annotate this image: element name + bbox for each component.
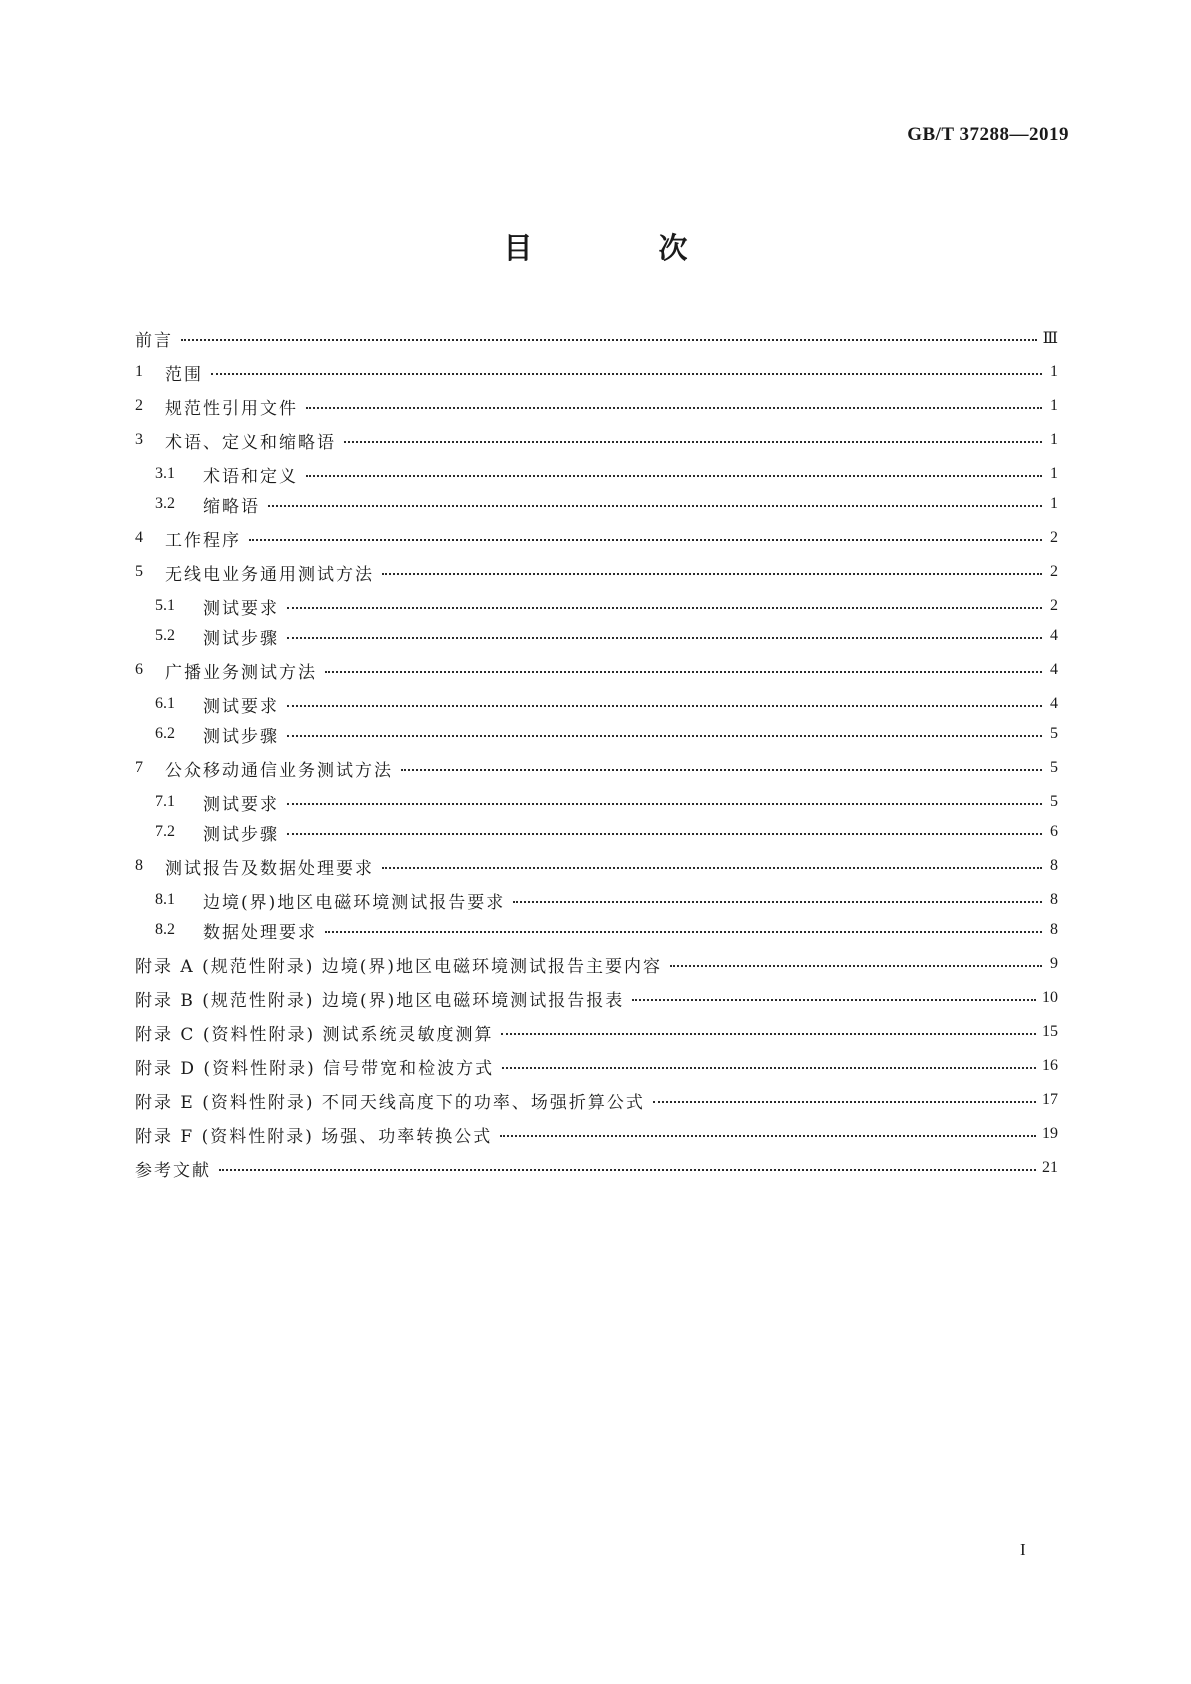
dot-leader	[219, 1169, 1036, 1171]
dot-leader	[670, 965, 1042, 967]
toc-entry-label: 规范性引用文件	[165, 398, 298, 419]
toc-entry-label: 广播业务测试方法	[165, 662, 317, 683]
toc-entry-page: 4	[1050, 661, 1058, 678]
dot-leader	[306, 407, 1042, 409]
toc-entry[interactable]	[135, 392, 1058, 420]
toc-entry[interactable]	[135, 524, 1058, 552]
toc-entry-page: 19	[1042, 1125, 1058, 1142]
toc-entry-number: 8.1	[155, 891, 175, 908]
dot-leader	[500, 1135, 1036, 1137]
toc-entry-label: 附录 E (资料性附录) 不同天线高度下的功率、场强折算公式	[135, 1092, 645, 1113]
dot-leader	[211, 373, 1042, 375]
dot-leader	[401, 769, 1042, 771]
toc-entry-label: 附录 F (资料性附录) 场强、功率转换公式	[135, 1126, 493, 1147]
toc-entry-page: 4	[1050, 695, 1058, 712]
toc-entry-page: 8	[1050, 857, 1058, 874]
toc-entry[interactable]	[155, 460, 1058, 488]
toc-entry-page: 2	[1050, 563, 1058, 580]
toc-entry-label: 无线电业务通用测试方法	[165, 564, 374, 585]
toc-entry[interactable]	[135, 852, 1058, 880]
toc-entry-label: 工作程序	[165, 530, 241, 551]
dot-leader	[382, 573, 1042, 575]
toc-entry[interactable]	[155, 690, 1058, 718]
dot-leader	[287, 833, 1042, 835]
toc-entry-label: 附录 D (资料性附录) 信号带宽和检波方式	[135, 1058, 495, 1079]
toc-entry[interactable]	[155, 788, 1058, 816]
toc-entry[interactable]	[155, 886, 1058, 914]
toc-entry-page: 1	[1050, 397, 1058, 414]
toc-entry-number: 7.2	[155, 823, 175, 840]
toc-entry-label: 测试步骤	[203, 824, 279, 845]
toc-entry-page: Ⅲ	[1042, 330, 1058, 347]
toc-entry-label: 公众移动通信业务测试方法	[165, 760, 393, 781]
toc-entry-label: 测试要求	[203, 696, 279, 717]
toc-entry-number: 6.2	[155, 725, 175, 742]
toc-entry-page: 6	[1050, 823, 1058, 840]
page-title: 目 次	[503, 231, 746, 265]
toc-entry-page: 2	[1050, 529, 1058, 546]
toc-entry-label: 边境(界)地区电磁环境测试报告要求	[203, 892, 506, 913]
toc-entry-label: 范围	[165, 364, 203, 385]
toc-entry-page: 5	[1050, 759, 1058, 776]
toc-entry-label: 附录 B (规范性附录) 边境(界)地区电磁环境测试报告报表	[135, 990, 625, 1011]
toc-entry[interactable]	[155, 592, 1058, 620]
toc-entry-label: 参考文献	[135, 1160, 211, 1181]
standard-code: GB/T 37288—2019	[907, 124, 1069, 145]
toc-entry[interactable]	[135, 984, 1058, 1012]
toc-entry[interactable]	[155, 622, 1058, 650]
toc-entry[interactable]	[135, 558, 1058, 586]
dot-leader	[287, 735, 1042, 737]
toc-entry-label: 测试要求	[203, 598, 279, 619]
page-number: I	[1020, 1540, 1026, 1559]
toc-entry-number: 7.1	[155, 793, 175, 810]
toc-entry-number: 6	[135, 661, 143, 678]
toc-entry[interactable]	[155, 490, 1058, 518]
toc-entry[interactable]	[135, 950, 1058, 978]
toc-entry-page: 1	[1050, 431, 1058, 448]
toc-entry-number: 5	[135, 563, 143, 580]
dot-leader	[306, 475, 1042, 477]
dot-leader	[325, 931, 1042, 933]
toc-entry-page: 16	[1042, 1057, 1058, 1074]
toc-entry-number: 3.2	[155, 495, 175, 512]
toc-entry-page: 1	[1050, 363, 1058, 380]
toc-entry[interactable]	[135, 1154, 1058, 1182]
dot-leader	[513, 901, 1042, 903]
toc-entry[interactable]	[135, 1052, 1058, 1080]
toc-entry[interactable]	[135, 656, 1058, 684]
toc-entry-page: 1	[1050, 495, 1058, 512]
dot-leader	[287, 803, 1042, 805]
toc-entry-page: 5	[1050, 725, 1058, 742]
dot-leader	[653, 1101, 1036, 1103]
toc-entry-label: 测试步骤	[203, 628, 279, 649]
toc-entry-number: 8.2	[155, 921, 175, 938]
toc-entry-number: 3.1	[155, 465, 175, 482]
dot-leader	[181, 339, 1037, 341]
toc-entry[interactable]	[135, 1086, 1058, 1114]
dot-leader	[501, 1033, 1036, 1035]
toc-entry[interactable]	[155, 818, 1058, 846]
dot-leader	[632, 999, 1036, 1001]
dot-leader	[382, 867, 1042, 869]
toc-entry-page: 21	[1042, 1159, 1058, 1176]
toc-entry-number: 2	[135, 397, 143, 414]
toc-entry-label: 测试要求	[203, 794, 279, 815]
dot-leader	[502, 1067, 1036, 1069]
toc-entry[interactable]	[135, 324, 1058, 352]
toc-entry-number: 1	[135, 363, 143, 380]
dot-leader	[287, 607, 1042, 609]
toc-entry[interactable]	[155, 720, 1058, 748]
toc-entry-page: 8	[1050, 921, 1058, 938]
toc-entry-page: 9	[1050, 955, 1058, 972]
toc-entry-label: 测试步骤	[203, 726, 279, 747]
toc-entry[interactable]	[135, 426, 1058, 454]
toc-entry-number: 3	[135, 431, 143, 448]
toc-entry-page: 8	[1050, 891, 1058, 908]
toc-entry-page: 4	[1050, 627, 1058, 644]
toc-entry[interactable]	[135, 1018, 1058, 1046]
toc-entry-page: 17	[1042, 1091, 1058, 1108]
toc-entry-page: 15	[1042, 1023, 1058, 1040]
toc-entry-label: 附录 A (规范性附录) 边境(界)地区电磁环境测试报告主要内容	[135, 956, 663, 977]
toc-entry[interactable]	[135, 1120, 1058, 1148]
toc-entry-number: 5.1	[155, 597, 175, 614]
toc-entry-label: 测试报告及数据处理要求	[165, 858, 374, 879]
toc-entry-page: 5	[1050, 793, 1058, 810]
toc-entry-label: 数据处理要求	[203, 922, 317, 943]
toc-entry-number: 8	[135, 857, 143, 874]
dot-leader	[268, 505, 1042, 507]
toc-entry-page: 2	[1050, 597, 1058, 614]
toc-entry-number: 4	[135, 529, 143, 546]
toc-entry-label: 术语、定义和缩略语	[165, 432, 336, 453]
toc-entry-label: 附录 C (资料性附录) 测试系统灵敏度测算	[135, 1024, 494, 1045]
toc-entry-label: 术语和定义	[203, 466, 298, 487]
toc-entry[interactable]	[135, 358, 1058, 386]
toc-entry-page: 10	[1042, 989, 1058, 1006]
dot-leader	[344, 441, 1042, 443]
toc-entry-number: 7	[135, 759, 143, 776]
dot-leader	[325, 671, 1042, 673]
dot-leader	[287, 705, 1042, 707]
toc-entry-number: 5.2	[155, 627, 175, 644]
toc-entry[interactable]	[155, 916, 1058, 944]
dot-leader	[249, 539, 1042, 541]
toc-entry[interactable]	[135, 754, 1058, 782]
toc-entry-number: 6.1	[155, 695, 175, 712]
toc-entry-label: 缩略语	[203, 496, 260, 517]
toc-entry-page: 1	[1050, 465, 1058, 482]
dot-leader	[287, 637, 1042, 639]
toc-entry-label: 前言	[135, 330, 173, 351]
